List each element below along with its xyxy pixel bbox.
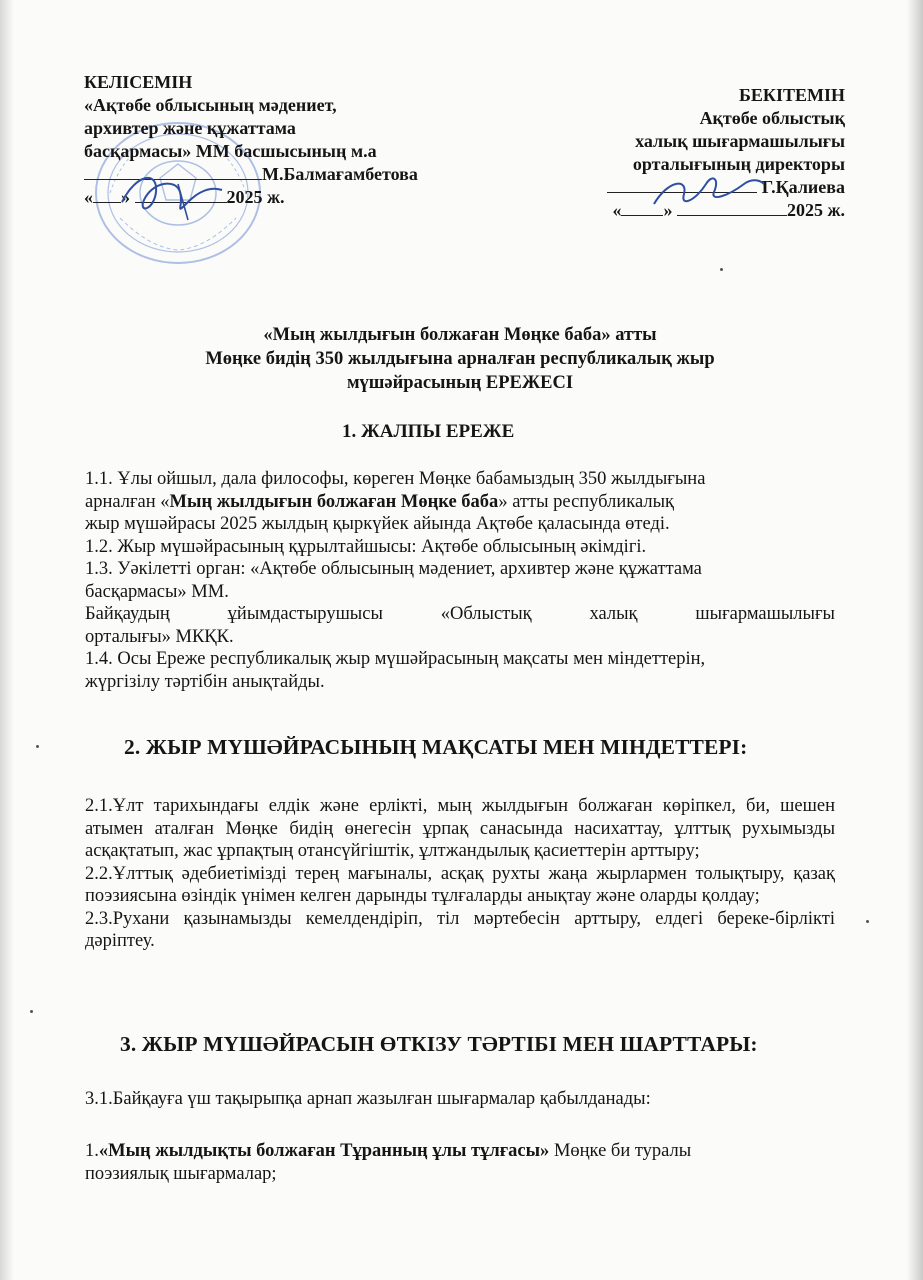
approval-left-title: КЕЛІСЕМІН xyxy=(84,72,193,92)
p1-2: 1.2. Жыр мүшәйрасының құрылтайшысы: Ақтөбе облысының әкімдігі. xyxy=(85,536,647,557)
title-line1: «Мың жылдығын болжаған Мөңке баба» атты xyxy=(263,325,657,345)
document-title xyxy=(120,323,800,395)
approval-left-date-line: « » 2025 ж. xyxy=(84,187,285,207)
approval-left-line2: архивтер және құжаттама xyxy=(84,118,296,138)
title-line2: Мөңке бидің 350 жылдығына арналған республикалық жыр xyxy=(205,349,715,369)
p2-2: 2.2.Ұлттық әдебиетімізді терең мағыналы, асқақ рухты жаңа жырлармен толықтыру, қазақ поэзиясына өзіндік үнімен келген дарынды тұлғаларды анықтау және оларды қолдау; xyxy=(85,863,835,906)
section3-item1 xyxy=(85,1140,835,1185)
p1-1-line3: жыр мүшәйрасы 2025 жылдың қыркүйек айында Ақтөбе қаласында өтеді. xyxy=(85,514,670,534)
p1-4-line1: 1.4. Осы Ереже республикалық жыр мүшәйрасының мақсаты мен міндеттерін, xyxy=(85,649,706,669)
signature-right-icon xyxy=(648,160,768,220)
item1-line1: 1.«Мың жылдықты болжаған Тұранның ұлы тұлғасы» Мөңке би туралы xyxy=(85,1141,692,1161)
item1-line2: поэзиялық шығармалар; xyxy=(85,1163,277,1184)
approval-left-line3: басқармасы» ММ басшысының м.а xyxy=(84,141,377,161)
organizer-line2: орталығы» МКҚК. xyxy=(85,626,234,647)
approval-left-year: 2025 ж. xyxy=(226,187,285,207)
p2-3: 2.3.Рухани қазынамызды кемелдендіріп, тіл мәртебесін арттыру, елдегі береке-бірлікті дәріптеу. xyxy=(85,908,835,951)
approval-right-title: БЕКІТЕМІН xyxy=(739,85,845,105)
page-left-edge xyxy=(0,0,14,1280)
approval-left-line1: «Ақтөбе облысының мәдениет, xyxy=(84,95,337,115)
p1-3-line2: басқармасы» ММ. xyxy=(85,581,229,602)
p1-4-line2: жүргізілу тәртібін анықтайды. xyxy=(85,671,325,692)
section3-p3-1: 3.1.Байқауға үш тақырыпқа арнап жазылған шығармалар қабылданады: xyxy=(85,1089,651,1109)
page-right-edge xyxy=(907,0,923,1280)
approval-right-name: Г.Қалиева xyxy=(761,177,845,197)
title-line3: мүшәйрасының ЕРЕЖЕСІ xyxy=(346,373,574,393)
p1-3-line1: 1.3. Уәкілетті орган: «Ақтөбе облысының мәдениет, архивтер және құжаттама xyxy=(85,559,702,579)
section3-heading: 3. ЖЫР МҮШӘЙРАСЫН ӨТКІЗУ ТӘРТІБІ МЕН ШАРТТАРЫ: xyxy=(120,1032,758,1056)
scan-speck xyxy=(30,1010,33,1013)
p2-1: 2.1.Ұлт тарихындағы елдік және ерлікті, мың жылдығын болжаған көріпкел, би, шешен атымен аталған Мөңке бидің өнегесін ұрпақ санасында насихаттау, ұлттық рухымызды асқақтатып, жас ұрпақтың отансүйгіштік, ұлтжандылық қасиеттерін арттыру; xyxy=(85,796,835,861)
item1-theme-bold: «Мың жылдықты болжаған Тұранның ұлы тұлғасы» xyxy=(98,1141,550,1161)
festival-name-bold: Мың жылдығын болжаған Мөңке баба xyxy=(169,491,499,512)
approval-right-year: 2025 ж. xyxy=(786,200,845,220)
approval-right-date-line: « » 2025 ж. xyxy=(612,200,845,220)
approval-right-line1: Ақтөбе облыстық xyxy=(699,108,845,128)
p1-1-line1: 1.1. Ұлы ойшыл, дала философы, көреген Мөңке бабамыздың 350 жылдығына xyxy=(85,469,706,489)
section1-body xyxy=(85,468,835,693)
approval-right-line3: орталығының директоры xyxy=(632,154,845,174)
p1-1-line2: арналған «Мың жылдығын болжаған Мөңке баба» атты республикалық xyxy=(85,491,674,512)
section1-heading: 1. ЖАЛПЫ ЕРЕЖЕ xyxy=(342,421,515,442)
signature-left-icon xyxy=(118,162,228,232)
scan-speck xyxy=(36,745,39,748)
scan-speck xyxy=(720,268,723,271)
approval-left-name: М.Балмағамбетова xyxy=(262,164,418,184)
organizer-line1: Байқаудың ұйымдастырушысы «Облыстық халық шығармашылығы xyxy=(85,604,835,624)
scan-speck xyxy=(866,920,869,923)
section2-heading: 2. ЖЫР МҮШӘЙРАСЫНЫҢ МАҚСАТЫ МЕН МІНДЕТТЕРІ: xyxy=(124,735,748,759)
approval-right-line2: халық шығармашылығы xyxy=(635,131,845,151)
section2-body xyxy=(85,795,835,953)
